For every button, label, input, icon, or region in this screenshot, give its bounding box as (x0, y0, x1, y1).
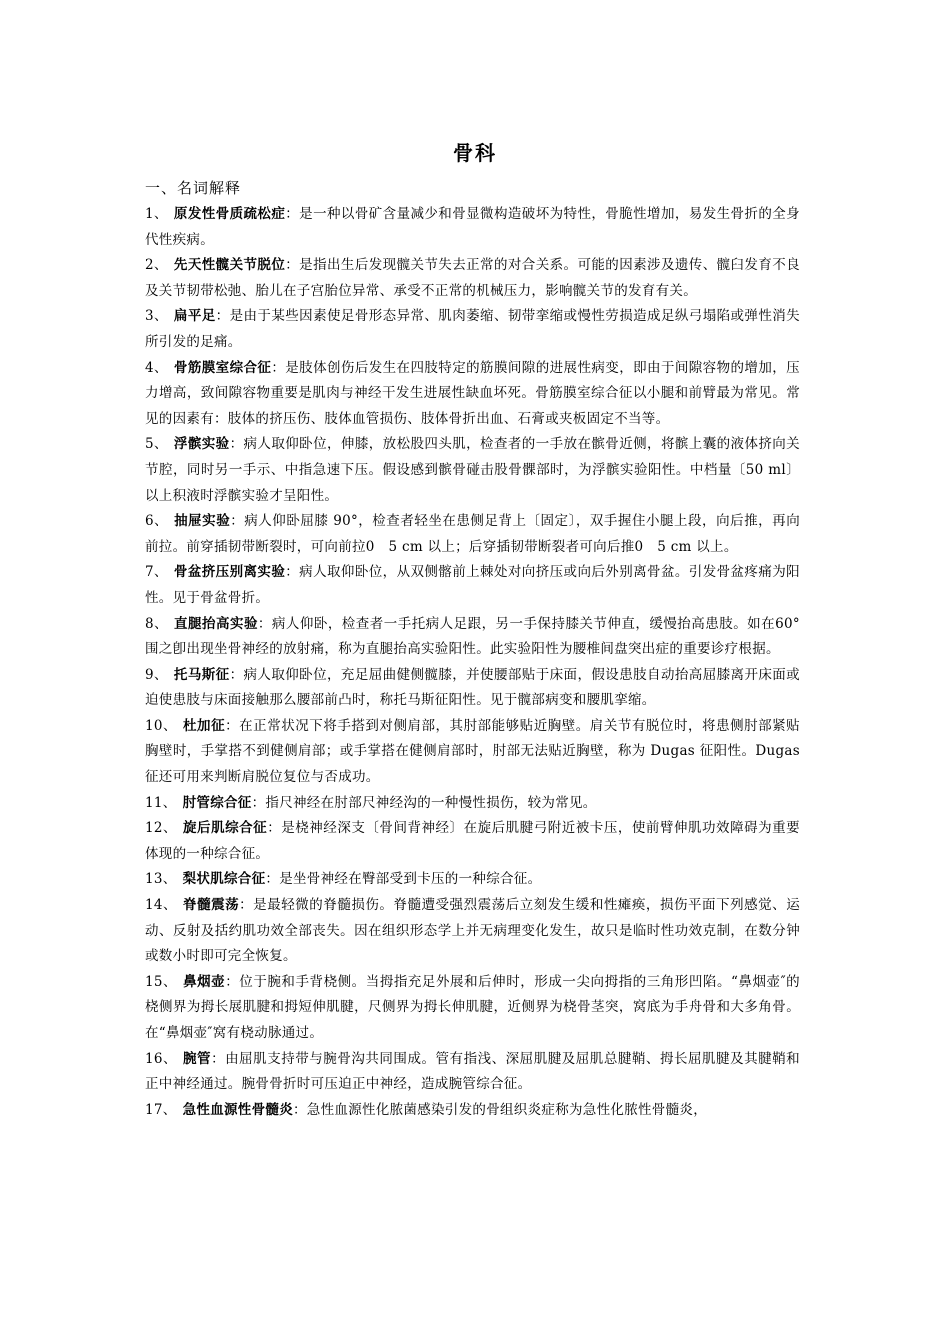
definition-entry (145, 304, 800, 355)
definition-entry (145, 432, 800, 509)
entry-number: 11、 (145, 794, 177, 811)
entry-term: 扁平足 (173, 308, 216, 325)
entry-number: 10、 (145, 717, 178, 734)
definition-entry (145, 612, 800, 663)
definition-entry (145, 893, 800, 970)
entry-definition: ：急性血源性化脓菌感染引发的骨组织炎症称为急性化脓性骨髓炎， (293, 1101, 707, 1118)
entry-term: 鼻烟壶 (183, 973, 226, 990)
entry-term: 浮髌实验 (173, 436, 230, 453)
page-title: 骨科 (453, 141, 497, 165)
entry-number: 5、 (145, 436, 168, 453)
entry-number: 2、 (145, 257, 168, 274)
definition-entry (145, 816, 800, 867)
entry-term: 直腿抬高实验 (174, 615, 258, 632)
entry-term: 梨状肌综合征 (182, 871, 266, 888)
entry-number: 14、 (145, 897, 178, 914)
entry-definition: ：指尺神经在肘部尺神经沟的一种慢性损伤，较为常见。 (251, 794, 597, 811)
entry-term: 先天性髋关节脱位 (173, 257, 286, 274)
entry-number: 1、 (145, 206, 168, 222)
definition-entry (145, 202, 800, 253)
entry-definition: ：病人取仰卧位，从双侧髂前上棘处对向挤压或向后外别离骨盆。引发骨盆疼痛为阳性。见于骨盆骨折。 (145, 564, 800, 606)
entry-number: 7、 (145, 564, 168, 581)
entry-definition: ：由屈肌支持带与腕骨沟共同围成。管有指浅、深屈肌腱及屈肌总腱鞘、拇长屈肌腱及其腱鞘和正中神经通过。腕骨骨折时可压迫正中神经，造成腕管综合征。 (145, 1050, 800, 1093)
entry-number: 3、 (145, 308, 168, 325)
definition-entry (145, 1047, 800, 1098)
definition-entry (145, 356, 800, 433)
entry-definition: ：病人仰卧屈膝 90°，检查者轻坐在患侧足背上〔固定〕，双手握住小腿上段，向后推，再向前拉。前穿插韧带断裂时，可向前拉0 5 cm 以上；后穿插韧带断裂者可向后推0 5 cm 以上。 (145, 513, 800, 555)
entry-number: 15、 (145, 973, 178, 990)
entry-definition: ：在正常状况下将手搭到对侧肩部，其肘部能够贴近胸壁。肩关节有脱位时，将患侧肘部紧贴胸壁时，手掌搭不到健侧肩部；或手掌搭在健侧肩部时，肘部无法贴近胸壁，称为 Dugas 征阳性。Dugas 征还可用来判断肩脱位复位与否成功。 (145, 717, 800, 786)
entry-number: 17、 (145, 1101, 177, 1118)
entry-term: 急性血源性骨髓炎 (182, 1101, 293, 1118)
definition-entry (145, 970, 800, 1047)
entry-number: 4、 (145, 359, 168, 376)
definition-entry (145, 509, 800, 560)
entry-definition: ：是最轻微的脊髓损伤。脊髓遭受强烈震荡后立刻发生缓和性瘫痪，损伤平面下列感觉、运动、反射及括约肌功效全部丧失。因在组织形态学上并无病理变化发生，故只是临时性功效克制，在数分钟或数小时即可完全恢复。 (145, 897, 800, 965)
entry-term: 原发性骨质疏松症 (173, 206, 286, 222)
entry-term: 骨盆挤压别离实验 (173, 564, 286, 581)
entry-definition: ：是指出生后发现髋关节失去正常的对合关系。可能的因素涉及遗传、髋臼发育不良及关节韧带松弛、胎儿在子宫胎位异常、承受不正常的机械压力，影响髋关节的发育有关。 (145, 257, 800, 299)
entry-term: 骨筋膜室综合征 (173, 359, 272, 376)
entry-definition: ：病人取仰卧位，充足屈曲健侧髋膝，并使腰部贴于床面，假设患肢自动抬高屈膝离开床面或迫使患肢与床面接触那么腰部前凸时，称托马斯征阳性。见于髋部病变和腰肌挛缩。 (145, 666, 800, 709)
entry-term: 杜加征 (183, 717, 226, 734)
definition-entry (145, 253, 800, 304)
definition-entry (145, 867, 800, 893)
entry-term: 旋后肌综合征 (183, 820, 268, 837)
entry-definition: ：是一种以骨矿含量减少和骨显微构造破坏为特性，骨脆性增加，易发生骨折的全身代性疾病。 (145, 206, 800, 248)
entry-term: 托马斯征 (173, 666, 230, 683)
entry-definition: ：病人仰卧，检查者一手托病人足跟，另一手保持膝关节伸直，缓慢抬高患肢。如在60°围之卽出现坐骨神经的放射痛，称为直腿抬高实验阳性。此实验阳性为腰椎间盘突出症的重要诊疗根据。 (145, 615, 800, 658)
definition-entry (145, 791, 800, 817)
entry-definition: ：是肢体创伤后发生在四肢特定的筋膜间隙的进展性病变，即由于间隙容物的增加，压力增高，致间隙容物重要是肌肉与神经干发生进展性缺血坏死。骨筋膜室综合征以小腿和前臂最为常见。常见的因素有：肢体的挤压伤、肢体血管损伤、肢体骨折出血、石膏或夹板固定不当等。 (145, 359, 800, 427)
entry-term: 脊髓震荡 (183, 897, 240, 914)
entry-number: 12、 (145, 820, 178, 837)
entry-term: 抽屉实验 (174, 513, 231, 530)
definition-entry (145, 560, 800, 611)
entry-definition: ：位于腕和手背桡侧。当拇指充足外展和后伸时，形成一尖向拇指的三角形凹陷。“鼻烟壶″的桡侧界为拇长展肌腱和拇短伸肌腱，尺侧界为拇长伸肌腱，近侧界为桡骨茎突，窝底为手舟骨和大多角骨。在“鼻烟壶″窝有桡动脉通过。 (145, 973, 800, 1041)
entry-number: 8、 (145, 615, 169, 632)
entry-definition: ：是桡神经深支〔骨间背神经〕在旋后肌腱弓附近被卡压，使前臂伸肌功效障碍为重要体现的一种综合征。 (145, 820, 800, 862)
definition-entry (145, 663, 800, 714)
definition-entry (145, 1098, 800, 1124)
entry-term: 肘管综合征 (182, 794, 252, 811)
entry-definition: ：是由于某些因素使足骨形态异常、肌肉萎缩、韧带挛缩或慢性劳损造成足纵弓塌陷或弹性消失所引发的足痛。 (145, 308, 800, 350)
entry-term: 腕管 (183, 1050, 212, 1067)
definition-list (145, 202, 800, 1123)
section-heading: 一、名词解释 (145, 179, 242, 197)
entry-number: 13、 (145, 871, 177, 888)
entry-number: 9、 (145, 666, 168, 683)
entry-number: 16、 (145, 1050, 178, 1067)
definition-entry (145, 714, 800, 791)
entry-definition: ：是坐骨神经在臀部受到卡压的一种综合征。 (265, 871, 542, 888)
entry-number: 6、 (145, 513, 169, 530)
entry-definition: ：病人取仰卧位，伸膝，放松股四头肌，检查者的一手放在髌骨近侧，将髌上囊的液体挤向关节腔，同时另一手示、中指急速下压。假设感到髌骨碰击股骨髁部时，为浮髌实验阳性。中档量〔50 ml〕以上积液时浮髌实验才呈阳性。 (145, 436, 800, 504)
